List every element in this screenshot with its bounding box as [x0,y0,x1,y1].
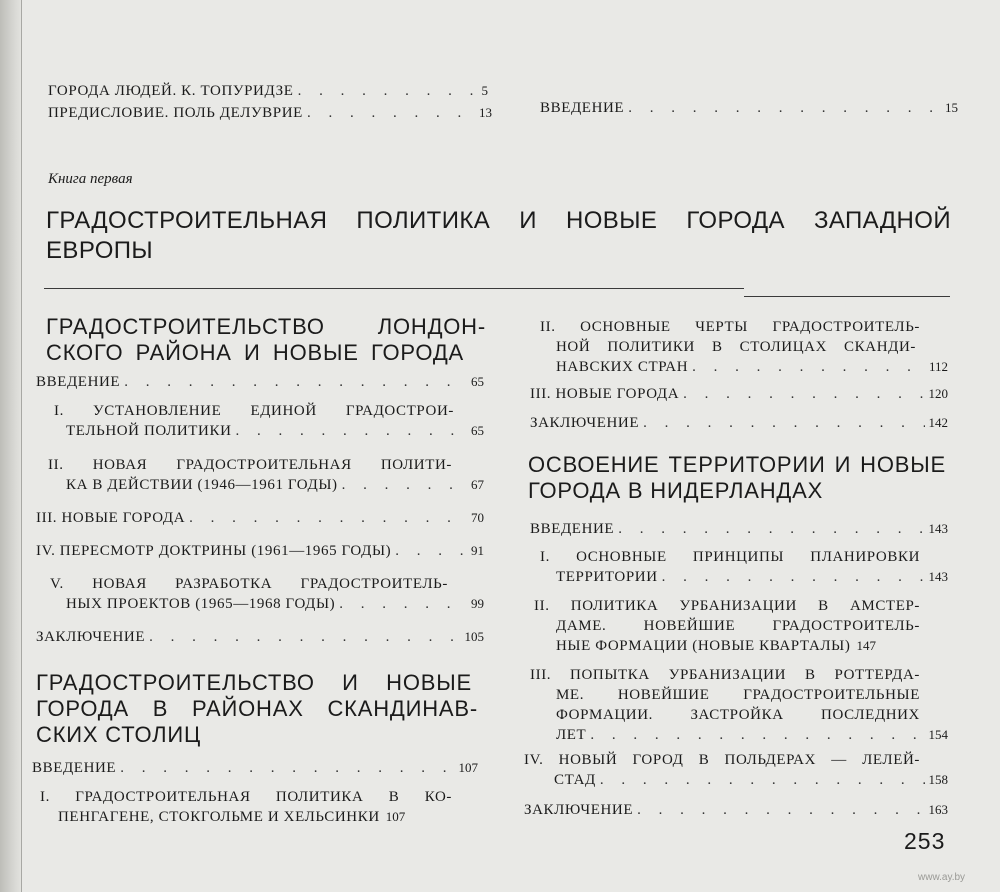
toc-entry-page: 105 [464,629,484,644]
toc-entry-page: 5 [481,83,488,98]
leader-dots [189,508,467,528]
divider-rule [744,296,950,297]
toc-entry-page: 158 [928,772,948,787]
leader-dots [692,357,925,377]
toc-entry-title: КА В ДЕЙСТВИИ (1946—1961 ГОДЫ) [66,477,338,493]
toc-entry-title: ФОРМАЦИИ. ЗАСТРОЙКА ПОСЛЕДНИХ [556,707,920,723]
toc-entry [524,750,948,790]
toc-entry-page: 143 [928,569,948,584]
toc-entry-page: 154 [928,727,948,742]
toc-entry [36,541,484,561]
section-heading-line: ГРАДОСТРОИТЕЛЬСТВО ЛОНДОН- [46,314,486,339]
toc-entry [36,574,484,614]
leader-dots [683,384,924,404]
toc-entry-title: МЕ. НОВЕЙШИЕ ГРАДОСТРОИТЕЛЬНЫЕ [556,687,920,703]
toc-entry-title: СТАД [554,772,596,788]
section-heading-line: ГОРОДА В РАЙОНАХ СКАНДИНАВ- [36,696,478,721]
toc-entry-page: 65 [471,374,484,389]
toc-entry-title: V. НОВАЯ РАЗРАБОТКА ГРАДОСТРОИТЕЛЬ- [50,576,448,592]
toc-entry-title: I. ГРАДОСТРОИТЕЛЬНАЯ ПОЛИТИКА В КО- [40,789,452,805]
leader-dots [395,541,467,561]
leader-dots [120,758,454,778]
section-heading-scandinavia [36,670,476,748]
toc-entry-page: 142 [928,415,948,430]
toc-entry-title: II. ОСНОВНЫЕ ЧЕРТЫ ГРАДОСТРОИТЕЛЬ- [540,319,920,335]
toc-entry [36,372,484,392]
toc-entry [530,519,948,539]
toc-entry [36,401,484,441]
toc-entry-title: ВВЕДЕНИЕ [540,100,625,116]
toc-entry-page: 67 [471,477,484,492]
leader-dots [662,567,925,587]
divider-rule [44,288,744,289]
section-heading-line: ОСВОЕНИЕ ТЕРРИТОРИИ И НОВЫЕ [528,452,946,477]
toc-entry [530,547,948,587]
book-label: Книга первая [48,171,133,187]
toc-entry-title: ВВЕДЕНИЕ [36,374,121,390]
toc-entry-title: ТЕЛЬНОЙ ПОЛИТИКИ [66,423,232,439]
toc-entry [530,665,948,745]
toc-entry [36,455,484,495]
leader-dots [618,519,924,539]
toc-entry-title: III. ПОПЫТКА УРБАНИЗАЦИИ В РОТТЕРДА- [530,667,920,683]
toc-entry-title: ГОРОДА ЛЮДЕЙ. К. ТОПУРИДЗЕ [48,83,294,99]
section-heading-line: СКИХ СТОЛИЦ [36,722,202,747]
toc-entry-title: III. НОВЫЕ ГОРОДА [530,386,680,402]
toc-entry-page: 107 [458,760,478,775]
toc-entry-title: НЫХ ПРОЕКТОВ (1965—1968 ГОДЫ) [66,596,336,612]
toc-entry-title: ЛЕТ [556,727,587,743]
toc-entry-title: ТЕРРИТОРИИ [556,569,658,585]
toc-entry-title: ЗАКЛЮЧЕНИЕ [36,629,146,645]
toc-entry [32,758,478,778]
watermark: www.ay.by [918,872,966,883]
toc-entry [36,508,484,528]
section-heading-line: ГРАДОСТРОИТЕЛЬСТВО И НОВЫЕ [36,670,472,695]
book-title-line: ГРАДОСТРОИТЕЛЬНАЯ ПОЛИТИКА И НОВЫЕ ГОРОДА ЗАПАДНОЙ [46,207,951,234]
leader-dots [307,103,475,123]
leader-dots [236,421,467,441]
toc-entry-page: 13 [479,105,492,120]
leader-dots [600,770,925,790]
section-heading-netherlands [528,452,946,504]
toc-entry-title: НЫЕ ФОРМАЦИИ (НОВЫЕ КВАРТАЛЫ) [556,638,851,654]
toc-entry-title: IV. НОВЫЙ ГОРОД В ПОЛЬДЕРАХ — ЛЕЛЕЙ- [524,752,920,768]
leader-dots [298,81,478,101]
toc-entry [36,627,484,647]
toc-entry-title: I. ОСНОВНЫЕ ПРИНЦИПЫ ПЛАНИРОВКИ [540,549,920,565]
toc-entry-page: 112 [928,359,948,374]
toc-entry-title: ЗАКЛЮЧЕНИЕ [524,802,634,818]
toc-entry-title: ПРЕДИСЛОВИЕ. ПОЛЬ ДЕЛУВРИЕ [48,105,303,121]
toc-entry-page: 107 [385,809,406,824]
toc-entry-page: 163 [928,802,948,817]
leader-dots [339,594,467,614]
toc-entry-page: 120 [928,386,948,401]
section-heading-london [46,314,486,366]
toc-entry-title: ЗАКЛЮЧЕНИЕ [530,415,640,431]
toc-entry-page: 143 [928,521,948,536]
toc-entry-title: II. НОВАЯ ГРАДОСТРОИТЕЛЬНАЯ ПОЛИТИ- [48,457,452,473]
toc-entry-title: НАВСКИХ СТРАН [556,359,689,375]
toc-entry-title: IV. ПЕРЕСМОТР ДОКТРИНЫ (1961—1965 ГОДЫ) [36,543,392,559]
section-heading-line: СКОГО РАЙОНА И НОВЫЕ ГОРОДА [46,340,464,365]
toc-entry-front-1 [48,81,488,101]
book-title-line: ЕВРОПЫ [46,237,154,264]
toc-entry-title: II. ПОЛИТИКА УРБАНИЗАЦИИ В АМСТЕР- [534,598,920,614]
toc-entry [530,413,948,433]
toc-entry-page: 65 [471,423,484,438]
toc-entry-title: ПЕНГАГЕНЕ, СТОКГОЛЬМЕ И ХЕЛЬСИНКИ [58,809,380,825]
toc-entry-title: ВВЕДЕНИЕ [530,521,615,537]
toc-entry-title: III. НОВЫЕ ГОРОДА [36,510,186,526]
toc-entry [530,384,948,404]
leader-dots [149,627,460,647]
toc-entry-page: 147 [856,638,876,653]
toc-entry-page: 15 [945,100,958,115]
toc-entry-page: 99 [471,596,484,611]
page-number: 253 [904,828,946,854]
toc-entry [524,800,948,820]
leader-dots [637,800,924,820]
leader-dots [590,725,924,745]
leader-dots [342,475,467,495]
leader-dots [124,372,467,392]
toc-entry-title: ВВЕДЕНИЕ [32,760,117,776]
section-heading-line: ГОРОДА В НИДЕРЛАНДАХ [528,478,824,503]
toc-entry [32,787,478,827]
toc-entry [530,317,948,377]
book-title [46,206,951,266]
toc-entry-front-3 [540,88,958,118]
toc-entry [530,596,948,656]
toc-entry-title: I. УСТАНОВЛЕНИЕ ЕДИНОЙ ГРАДОСТРОИ- [54,403,454,419]
toc-entry-title: НОЙ ПОЛИТИКИ В СТОЛИЦАХ СКАНДИ- [556,339,916,355]
leader-dots [643,413,924,433]
toc-entry-page: 91 [471,543,484,558]
toc-entry-page: 70 [471,510,484,525]
leader-dots [628,98,941,118]
toc-entry-front-2 [48,103,492,123]
toc-entry-title: ДАМЕ. НОВЕЙШИЕ ГРАДОСТРОИТЕЛЬ- [556,618,920,634]
